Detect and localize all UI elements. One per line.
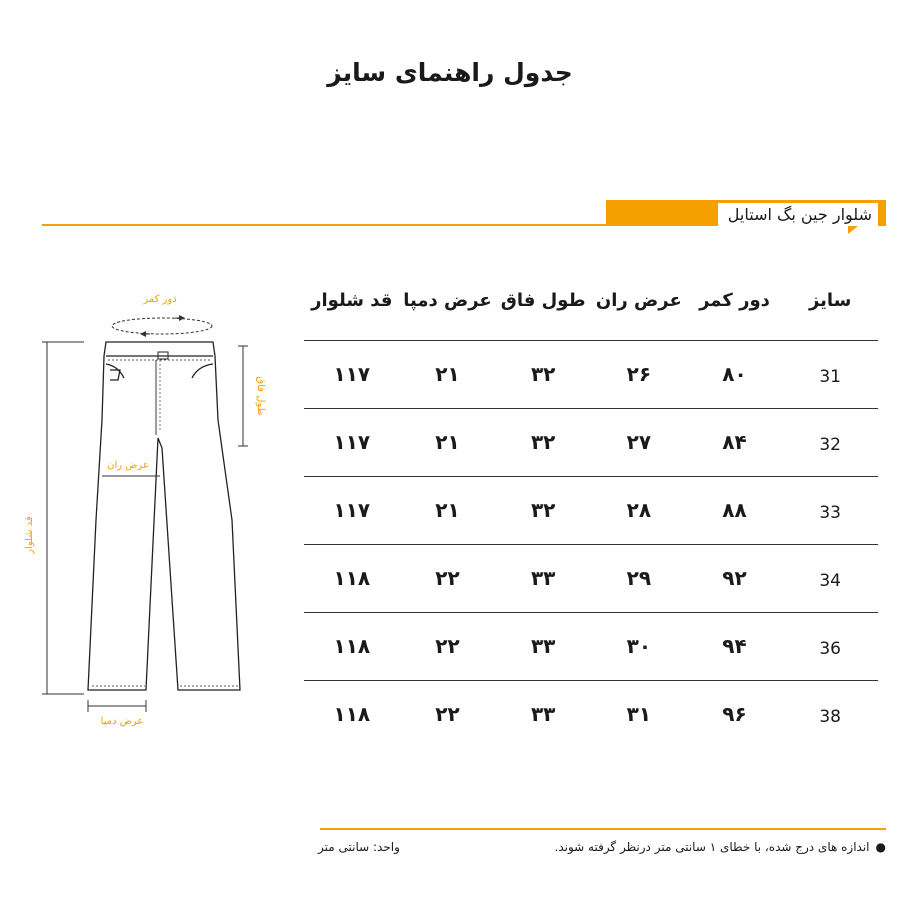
cell-thigh: ۳۰ [626, 634, 652, 658]
footer-divider [320, 828, 886, 830]
section-label: شلوار جین بگ استایل [718, 203, 878, 227]
cell-thigh: ۲۸ [626, 498, 652, 522]
cell-rise: ۳۳ [530, 634, 556, 658]
header-size: سایز [808, 290, 852, 311]
waist-measure [112, 294, 212, 334]
table-row [304, 341, 878, 409]
length-label: قد شلوار [24, 516, 35, 554]
cell-length: ۱۱۷ [333, 498, 371, 522]
cell-waist: ۸۸ [722, 498, 747, 522]
length-measure [24, 342, 84, 694]
cell-thigh: ۲۶ [626, 362, 652, 386]
table-row [304, 477, 878, 545]
cell-rise: ۳۲ [530, 362, 556, 386]
header-thigh: عرض ران [595, 290, 682, 311]
header-hem: عرض دمپا [403, 290, 492, 311]
cell-hem: ۲۱ [435, 430, 460, 454]
tolerance-note [555, 840, 887, 854]
table-row [304, 409, 878, 477]
cell-hem: ۲۱ [435, 498, 460, 522]
header-waist: دور کمر [699, 290, 770, 311]
waist-label: دور کمر [143, 294, 177, 305]
table-row [304, 613, 878, 681]
cell-hem: ۲۱ [435, 362, 460, 386]
cell-size: 38 [819, 707, 841, 727]
cell-thigh: ۲۷ [626, 430, 652, 454]
cell-length: ۱۱۷ [333, 430, 371, 454]
page-title: جدول راهنمای سایز [327, 58, 573, 87]
cell-thigh: ۲۹ [626, 566, 652, 590]
cell-size: 31 [819, 367, 841, 387]
cell-rise: ۳۲ [530, 498, 556, 522]
cell-waist: ۹۲ [722, 566, 747, 590]
table-row [304, 545, 878, 613]
cell-rise: ۳۲ [530, 430, 556, 454]
cell-waist: ۸۴ [722, 430, 747, 454]
cell-size: 32 [819, 435, 841, 455]
hem-measure [88, 700, 146, 727]
hem-label: عرض دمپا [100, 716, 144, 727]
cell-hem: ۲۲ [435, 702, 460, 726]
cell-size: 34 [819, 571, 841, 591]
header-length: قد شلوار [311, 290, 393, 311]
cell-length: ۱۱۸ [333, 566, 371, 590]
cell-thigh: ۳۱ [626, 702, 652, 726]
cell-waist: ۹۴ [722, 634, 747, 658]
table-header [304, 274, 878, 341]
section-divider [42, 224, 608, 226]
cell-length: ۱۱۸ [333, 634, 371, 658]
cell-length: ۱۱۸ [333, 702, 371, 726]
rise-label: طول فاق [255, 376, 266, 416]
section-tag-fold [848, 226, 858, 234]
thigh-label: عرض ران [107, 460, 149, 471]
unit-label: واحد: سانتی متر [318, 840, 400, 854]
table-row [304, 681, 878, 748]
size-table [304, 274, 878, 748]
rise-measure [238, 346, 266, 446]
cell-hem: ۲۲ [435, 566, 460, 590]
cell-size: 33 [819, 503, 841, 523]
cell-rise: ۳۳ [530, 566, 556, 590]
cell-rise: ۳۳ [530, 702, 556, 726]
note-text: اندازه های درج شده، با خطای ۱ سانتی متر درنظر گرفته شوند. [554, 840, 870, 854]
cell-waist: ۹۶ [722, 702, 747, 726]
pants-diagram [0, 270, 300, 740]
section-tag [606, 200, 886, 226]
cell-size: 36 [819, 639, 841, 659]
pants-icon [88, 342, 240, 690]
header-rise: طول فاق [500, 290, 586, 311]
cell-waist: ۸۰ [722, 362, 747, 386]
cell-hem: ۲۲ [435, 634, 460, 658]
cell-length: ۱۱۷ [333, 362, 371, 386]
bullet-icon: ● [875, 840, 886, 854]
